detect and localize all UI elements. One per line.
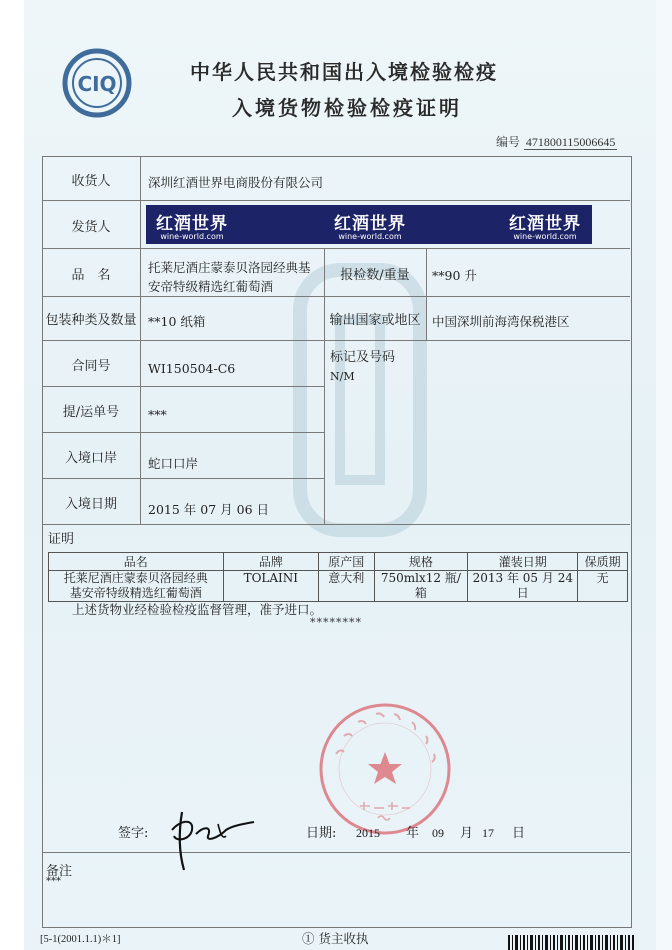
goods-value-line1: 托莱尼酒庄蒙泰贝洛园经典基 [148, 260, 311, 275]
certificate-label: 证明 [48, 532, 75, 547]
scan-margin-right [656, 0, 672, 950]
row-line [42, 296, 630, 297]
col-header-origin: 原产国 [319, 553, 374, 571]
contract-label: 合同号 [71, 359, 111, 374]
col-header-name: 品名 [49, 553, 224, 571]
row-line [42, 478, 324, 479]
logo-cn: 红酒世界 [509, 214, 581, 234]
cell-fill-date: 2013 年 05 月 24 日 [468, 571, 578, 602]
col-line [140, 156, 141, 524]
col-header-fill-date: 灌装日期 [468, 553, 578, 571]
sign-year: 2015 [356, 826, 380, 840]
cell-spec: 750mlx12 瓶/箱 [374, 571, 468, 602]
cell-shelf-life: 无 [578, 571, 628, 602]
statement-stars: ******** [310, 616, 362, 629]
consignor-banner [146, 205, 592, 244]
sign-day-unit: 日 [512, 826, 526, 841]
sign-year-unit: 年 [406, 826, 420, 841]
scan-margin [0, 0, 24, 950]
ciq-logo-text: CIQ [77, 72, 117, 96]
serial-value: 471800115006645 [525, 135, 616, 149]
logo-en: wine-world.com [513, 232, 577, 241]
marks-value: N/M [330, 370, 355, 383]
cell-origin: 意大利 [319, 571, 374, 602]
handwritten-signature [160, 796, 260, 876]
logo-en: wine-world.com [338, 232, 402, 241]
table-header-row [49, 553, 628, 571]
logo-cn: 红酒世界 [334, 214, 406, 234]
marks-label: 标记及号码 [330, 350, 396, 365]
cell-name [49, 571, 224, 602]
cell-brand: TOLAINI [223, 571, 319, 602]
row-line [42, 386, 324, 387]
wine-world-logo [148, 209, 236, 241]
entry-date-value: 2015 年 07 月 06 日 [148, 502, 269, 517]
port-value: 蛇口口岸 [148, 456, 199, 471]
row-line [42, 852, 630, 853]
remarks-value: *** [46, 876, 61, 887]
quantity-value: **90 升 [432, 268, 477, 283]
remarks-label: 备注 [46, 864, 73, 879]
barcode [508, 935, 634, 950]
cell-name-line1: 托莱尼酒庄蒙泰贝洛园经典 [63, 571, 208, 585]
sign-date-label: 日期: [306, 826, 337, 841]
bl-label: 提/运单号 [62, 405, 120, 420]
copy-label: ① 货主收执 [302, 931, 369, 946]
col-header-brand: 品牌 [223, 553, 319, 571]
consignee-label: 收货人 [71, 174, 111, 189]
title-line-2: 入境货物检验检疫证明 [232, 96, 462, 120]
row-line [42, 248, 630, 249]
col-header-shelf-life: 保质期 [578, 553, 628, 571]
goods-value-line2: 安帝特级精选红葡萄酒 [148, 279, 274, 294]
entry-date-label: 入境日期 [64, 497, 117, 512]
quantity-label: 报检数/重量 [340, 268, 410, 283]
sign-month: 09 [432, 826, 444, 840]
title-line-1: 中华人民共和国出入境检验检疫 [190, 60, 498, 84]
logo-en: wine-world.com [160, 232, 224, 241]
row-line [42, 200, 630, 201]
port-label: 入境口岸 [64, 451, 117, 466]
consignor-label: 发货人 [71, 220, 111, 235]
table-row [49, 571, 628, 602]
row-line [42, 524, 630, 525]
serial-number [496, 133, 617, 150]
serial-label: 编号 [496, 135, 521, 149]
goods-value [148, 258, 311, 296]
consignee-value: 深圳红酒世界电商股份有限公司 [148, 175, 324, 190]
row-line [42, 340, 630, 341]
ciq-logo [62, 48, 132, 118]
sign-month-unit: 月 [460, 826, 474, 841]
sign-label: 签字: [118, 826, 149, 841]
col-line [426, 248, 427, 340]
bl-value: *** [148, 407, 167, 422]
col-line [324, 248, 325, 524]
certificate-table [48, 552, 628, 602]
wine-world-logo [326, 209, 414, 241]
package-value: **10 纸箱 [148, 314, 206, 329]
origin-value: 中国深圳前海湾保税港区 [432, 314, 570, 329]
package-label: 包装种类及数量 [45, 313, 137, 328]
form-code: [5-1(2001.1.1)＊1] [40, 934, 121, 945]
cell-name-line2: 基安帝特级精选红葡萄酒 [69, 586, 202, 600]
col-header-spec: 规格 [374, 553, 468, 571]
sign-day: 17 [482, 826, 494, 840]
goods-label: 品 名 [71, 268, 111, 283]
release-statement: 上述货物业经检验检疫监督管理，准予进口。 [72, 602, 323, 617]
wine-world-logo [501, 209, 589, 241]
contract-value: WI150504-C6 [148, 361, 236, 376]
origin-label: 输出国家或地区 [329, 313, 421, 328]
official-seal [316, 700, 454, 838]
logo-cn: 红酒世界 [156, 214, 228, 234]
row-line [42, 432, 324, 433]
